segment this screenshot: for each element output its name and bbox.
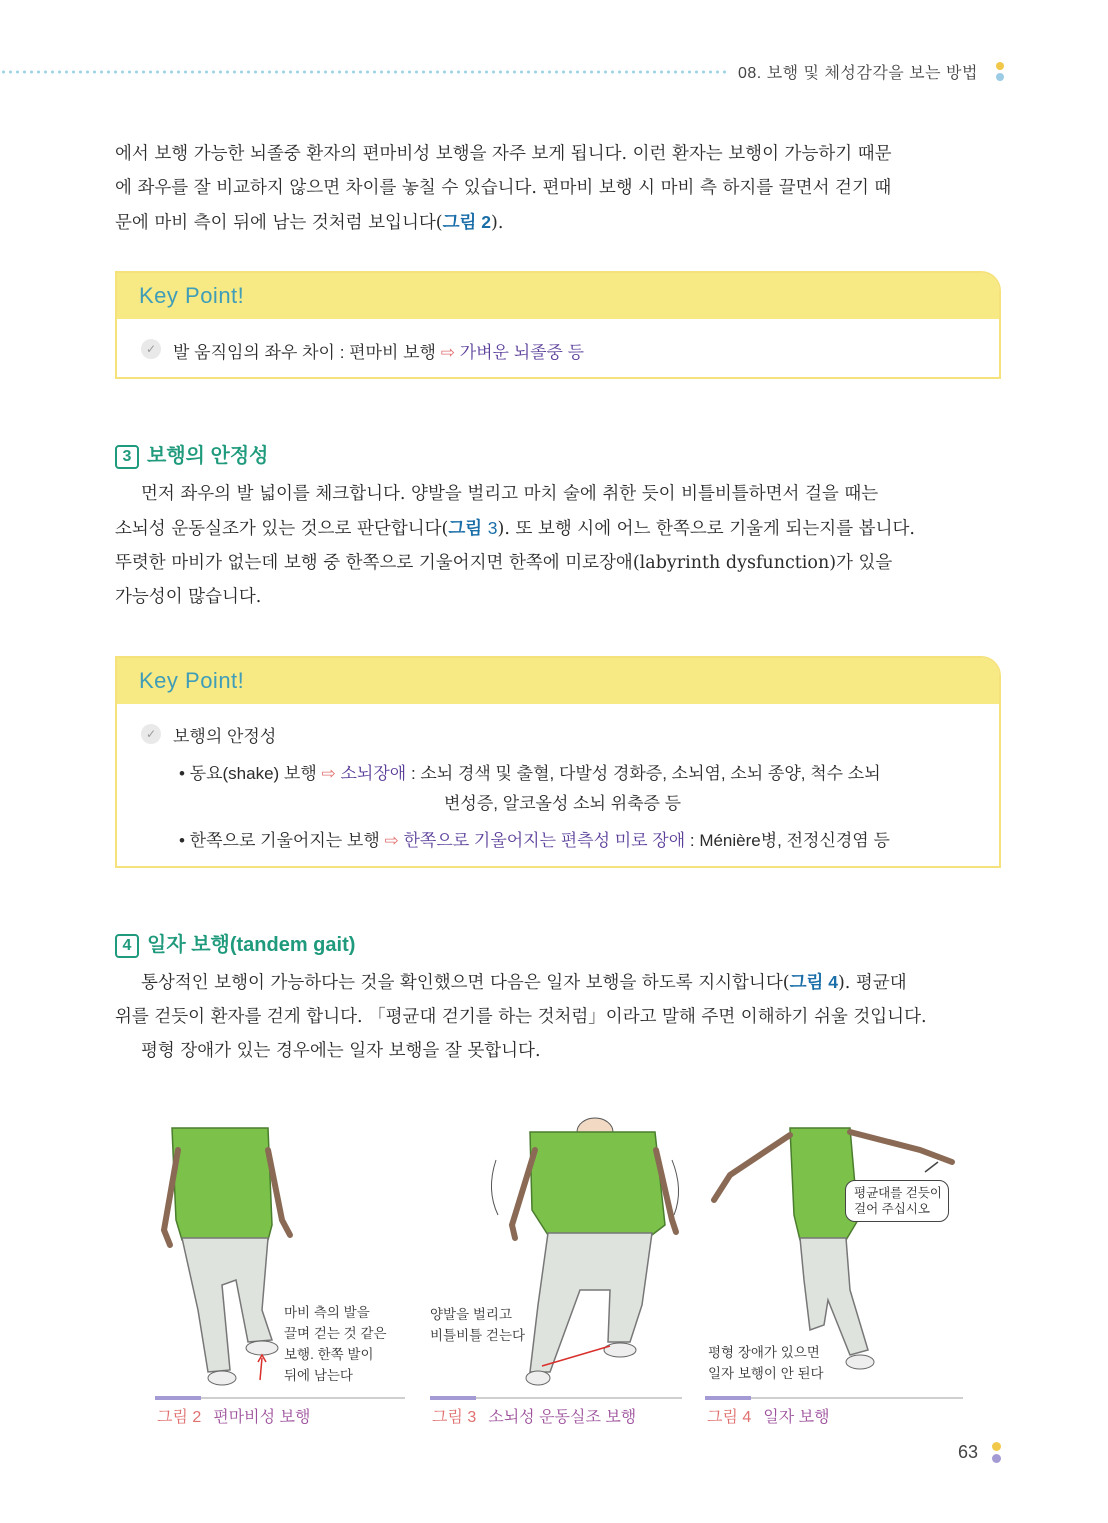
check-icon: ✓ (141, 724, 161, 744)
figure-4-note: 평형 장애가 있으면 일자 보행이 안 된다 (708, 1345, 824, 1381)
key-point-header (117, 273, 999, 319)
intro-line-1: 에서 보행 가능한 뇌졸중 환자의 편마비성 보행을 자주 보게 됩니다. 이런 환자는 보행이 가능하기 때문 (115, 144, 892, 164)
key-point-header (117, 658, 999, 704)
section4-paragraph: 통상적인 보행이 가능하다는 것을 확인했으면 다음은 일자 보행을 하도록 지시합니다(그림 4). 평균대 위를 걷듯이 환자를 걷게 합니다. 「평균대 걷기를 하는 것처럼」이라고 말해 주면 이해하기 쉬울 것입니다. 평형 장애가 있는 경우에는 일자 보행을 잘 못합니다. (115, 972, 927, 1061)
page-bullet-icon (992, 1442, 1001, 1466)
chapter-title: 08. 보행 및 체성감각을 보는 방법 (738, 65, 978, 82)
figure-ref-4[interactable]: 그림 4 (789, 972, 838, 992)
section-number-badge: 4 (115, 934, 139, 958)
intro-line-2: 에 좌우를 잘 비교하지 않으면 차이를 놓칠 수 있습니다. 편마비 보행 시 마비 측 하지를 끌면서 걷기 때 (115, 178, 892, 198)
key-point-bullet-2: • 한쪽으로 기울어지는 보행 ⇨ 한쪽으로 기울어지는 편측성 미로 장애 : Ménière병, 전정신경염 등 (179, 831, 890, 850)
header-bullet-icon (996, 62, 1004, 82)
caption-rule (155, 1397, 405, 1399)
figure-2-note: 마비 측의 발을 끌며 걷는 것 같은 보행. 한쪽 발이 뒤에 남는다 (284, 1305, 387, 1383)
figure-2-caption: 그림 2 편마비성 보행 (157, 1409, 311, 1426)
key-point-bullet-1: • 동요(shake) 보행 ⇨ 소뇌장애 : 소뇌 경색 및 출혈, 다발성 경화증, 소뇌염, 소뇌 종양, 척수 소뇌 (179, 764, 881, 783)
check-icon: ✓ (141, 339, 161, 359)
figure-4-illustration (700, 1110, 970, 1410)
key-point-box-2 (115, 656, 1001, 868)
figure-3-illustration (420, 1110, 690, 1410)
figure-2-illustration (150, 1110, 410, 1410)
figure-3-note: 양발을 벌리고 비틀비틀 걷는다 (430, 1307, 526, 1343)
arrow-right-icon: ⇨ (384, 831, 399, 850)
key-point-bullet-1-cont: 변성증, 알코올성 소뇌 위축증 등 (444, 794, 682, 813)
section3-paragraph: 먼저 좌우의 발 넓이를 체크합니다. 양발을 벌리고 마치 술에 취한 듯이 비틀비틀하면서 걸을 때는 소뇌성 운동실조가 있는 것으로 판단합니다(그림 3). 또 보행 시에 어느 한쪽으로 기울게 되는지를 봅니다. 뚜렷한 마비가 없는데 보행 중 한쪽으로 기울어지면 한쪽에 미로장애(labyrinth dysfunction)가 있을 가능성이 많습니다. (115, 484, 915, 607)
intro-line-3: 문에 마비 측이 뒤에 남는 것처럼 보입니다(그림 2). (115, 212, 504, 233)
figure-4-caption: 그림 4 일자 보행 (707, 1409, 830, 1426)
caption-rule (430, 1397, 682, 1399)
caption-rule (705, 1397, 963, 1399)
arrow-right-icon: ⇨ (321, 764, 336, 783)
section-number-badge: 3 (115, 445, 139, 469)
header-dotted-rule (0, 70, 728, 74)
section-heading-3: 3 보행의 안정성 (115, 439, 268, 469)
figure-ref-2[interactable]: 그림 2 (442, 212, 491, 232)
page-number: 63 (958, 1442, 979, 1462)
speech-bubble: 평균대를 걷듯이 걸어 주십시오 (845, 1180, 949, 1222)
intro-paragraph (115, 137, 1003, 240)
key-point-title: Key Point! (139, 668, 245, 693)
key-point-box-1 (115, 271, 1001, 379)
figure-3-caption: 그림 3 소뇌성 운동실조 보행 (432, 1409, 637, 1426)
key-point-item: 발 움직임의 좌우 차이 : 편마비 보행 ⇨ 가벼운 뇌졸중 등 (173, 343, 585, 362)
figure-ref-3[interactable]: 그림 (448, 518, 483, 538)
arrow-right-icon: ⇨ (440, 343, 455, 362)
key-point-heading: 보행의 안정성 (173, 727, 277, 746)
key-point-title: Key Point! (139, 283, 245, 308)
section-heading-4: 4 일자 보행(tandem gait) (115, 928, 355, 958)
